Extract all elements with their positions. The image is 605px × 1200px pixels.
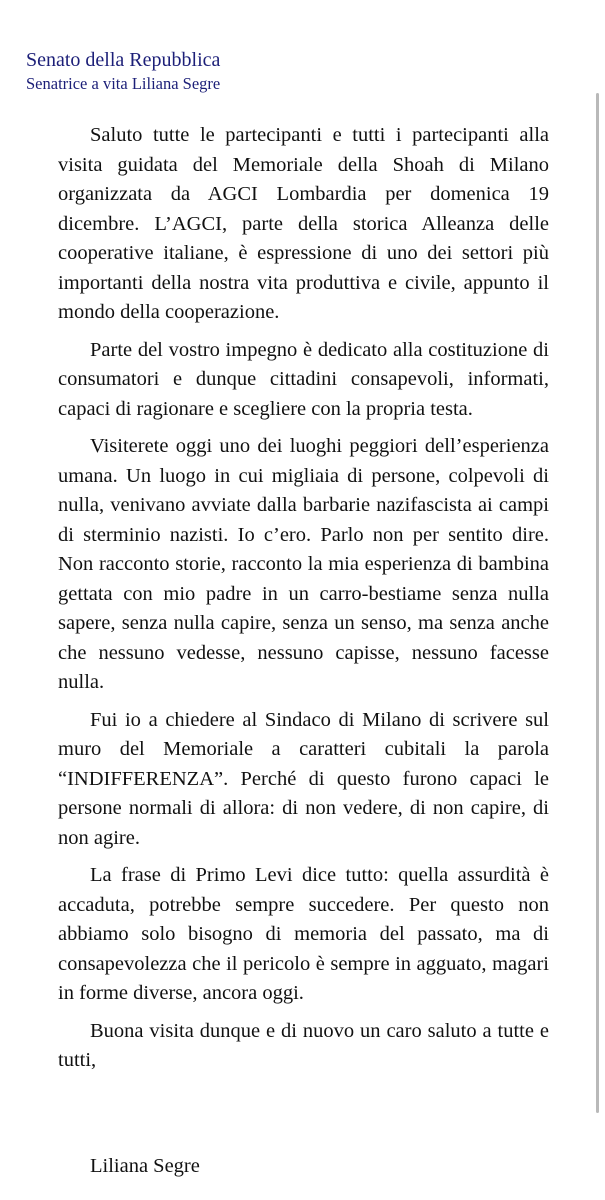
paragraph-commitment: Parte del vostro impegno è dedicato alla costituzione di consumatori e dunque cittadini consapevoli, informati, capaci di ragionare e scegliere con la propria testa. [58, 338, 549, 420]
scrollbar[interactable] [596, 93, 599, 1113]
paragraph-closing: Buona visita dunque e di nuovo un caro saluto a tutte e tutti, [58, 1019, 549, 1071]
senator-title: Senatrice a vita Liliana Segre [26, 74, 221, 93]
letterhead [26, 47, 220, 95]
institution-name: Senato della Repubblica [26, 49, 221, 71]
paragraph-primo-levi: La frase di Primo Levi dice tutto: quella assurdità è accaduta, potrebbe sempre succedere. Per questo non abbiamo solo bisogno di memoria del passato, ma di consapevolezza che il pericolo è sempre in agguato, magari in forme diverse, ancora oggi. [58, 864, 549, 1004]
letter-body [58, 121, 549, 1084]
paragraph-indifference: Fui io a chiedere al Sindaco di Milano di scrivere sul muro del Memoriale a caratteri cubitali la parola “INDIFFERENZA”. Perché di questo furono capaci le persone normali di allora: di non vedere, di non capire, di non agire. [58, 708, 549, 849]
paragraph-testimony: Visiterete oggi uno dei luoghi peggiori dell’esperienza umana. Un luogo in cui migliaia di persone, colpevoli di nulla, venivano avviate dalla barbarie nazifascista ai campi di sterminio nazisti. Io c’ero. Parlo non per sentito dire. Non racconto storie, racconto la mia esperienza di bambina gettata con mio padre in un carro-bestiame senza nulla sapere, senza nulla capire, senza un senso, ma senza anche che nessuno vedesse, nessuno capisse, nessuno facesse nulla. [58, 435, 549, 693]
paragraph-greeting: Saluto tutte le partecipanti e tutti i partecipanti alla visita guidata del Memoriale della Shoah di Milano organizzata da AGCI Lombardia per domenica 19 dicembre. L’AGCI, parte della storica Alleanza delle cooperative italiane, è espressione di uno dei settori più importanti della nostra vita produttiva e civile, appunto il mondo della cooperazione. [58, 124, 549, 323]
signature: Liliana Segre [90, 1155, 200, 1177]
